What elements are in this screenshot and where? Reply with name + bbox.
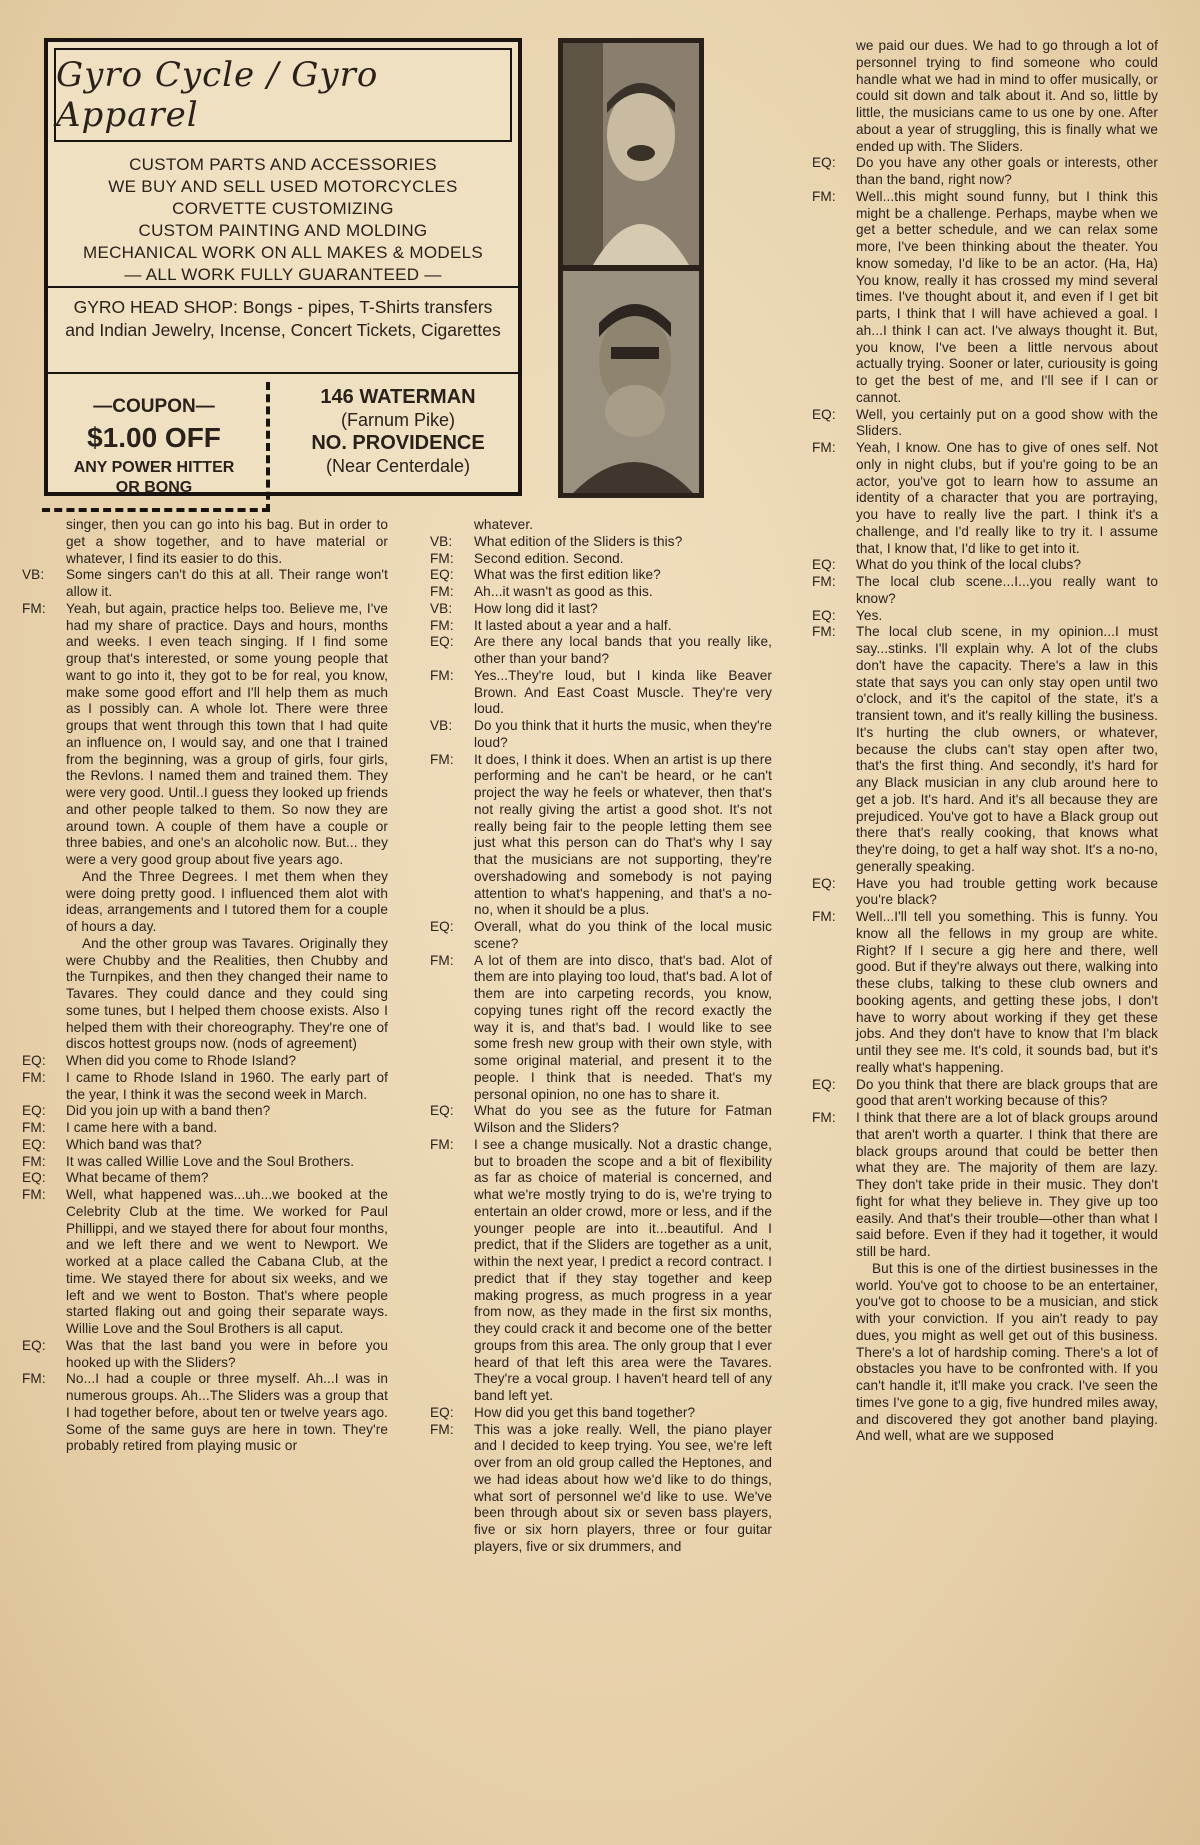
- speaker-label: VB:: [430, 533, 453, 549]
- interview-entry: [22, 936, 388, 1053]
- speaker-label: EQ:: [22, 1337, 46, 1353]
- interview-entry: [22, 1053, 388, 1070]
- interview-entry: [430, 517, 772, 534]
- coupon-box: [42, 382, 270, 512]
- coupon-line2: OR BONG: [115, 479, 193, 496]
- speaker-label: FM:: [430, 1136, 454, 1152]
- entry-text: I see a change musically. Not a drastic change, but to broaden the scope and a bit of flexibility as far as choice of material is concerned, and what we're mostly trying to do is, we're trying to entertain an older crowd, more or less, and if the younger people are into it...beautiful. And I predict, that if the Sliders are together as a unit, within the next year, I predict a record contract. I predict that if they stay together and keep making progress, as much progress in a year from now, as they made in the first six months, they could crack it and become one of the better groups from this area. The only group that I ever heard of that left this area were the Tavares. They're a vocal group. I haven't heard tell of any band left yet.: [474, 1136, 772, 1403]
- interview-entry: [430, 534, 772, 551]
- ad-service-line: CUSTOM PAINTING AND MOLDING: [138, 221, 428, 240]
- entry-text: The local club scene...I...you really want to know?: [856, 574, 1158, 606]
- ad-services-list: [48, 154, 518, 286]
- interview-entry: [22, 1070, 388, 1104]
- interview-entry: [22, 1120, 388, 1137]
- ad-head-shop-text: GYRO HEAD SHOP: Bongs - pipes, T-Shirts transfers and Indian Jewelry, Incense, Concert Tickets, Cigarettes: [65, 297, 501, 340]
- speaker-label: FM:: [812, 574, 836, 589]
- ad-divider: [48, 286, 518, 288]
- speaker-label: FM:: [430, 751, 454, 767]
- speaker-label: EQ:: [812, 1076, 836, 1092]
- speaker-label: FM:: [22, 1120, 46, 1135]
- speaker-label: [812, 38, 856, 155]
- interview-entry: [430, 567, 772, 584]
- entry-text: I came to Rhode Island in 1960. The early part of the year, I think it was the second week in March.: [66, 1069, 388, 1102]
- speaker-label: [22, 869, 66, 936]
- speaker-label: FM:: [430, 584, 454, 599]
- entry-text: Well...this might sound funny, but I think this might be a challenge. Perhaps, maybe when we get a better schedule, and we can relax some more, I've been thinking about the theater. You know someday, I'd like to be an actor. (Ha, Ha) You know, really it has crossed my mind several times. I've thought about it, and even if I get bit parts, I think that I will have achieved a goal. I ah...I think I can act. I've always thought it. But, you know, I've been a little nervous about actually trying. Sooner or later, curiousity is going to get the best of me, and I'll see if I can or cannot.: [856, 188, 1158, 405]
- speaker-label: FM:: [22, 600, 46, 616]
- speaker-label: EQ:: [812, 875, 836, 891]
- speaker-label: FM:: [430, 952, 454, 968]
- interview-entry: [22, 601, 388, 869]
- speaker-label: EQ:: [430, 567, 454, 583]
- interview-entry: [22, 567, 388, 601]
- speaker-label: [812, 1261, 856, 1445]
- speaker-label: EQ:: [812, 155, 836, 171]
- entry-text: Yes...They're loud, but I kinda like Beaver Brown. And East Coast Muscle. They're very loud.: [474, 667, 772, 717]
- speaker-label: EQ:: [430, 634, 454, 650]
- interview-entry: [430, 634, 772, 668]
- interview-entry: [22, 1338, 388, 1372]
- entry-text: This was a joke really. Well, the piano player and I decided to keep trying. You see, we're left over from an old group called the Heptones, and we had ideas about how we'd like to do things, what sort of personnel we'd like to use. We've been through about six or seven bass players, five or six horn players, three or four guitar players, five or six drummers, and: [474, 1421, 772, 1554]
- interview-entry: [430, 1405, 772, 1422]
- entry-text: Do you think that there are black groups that are good that aren't working because of this?: [856, 1076, 1158, 1109]
- entry-text: Ah...it wasn't as good as this.: [474, 584, 653, 599]
- ad-service-line: CORVETTE CUSTOMIZING: [172, 199, 394, 218]
- interview-entry: [430, 1103, 772, 1137]
- speaker-label: [22, 517, 66, 567]
- speaker-label: EQ:: [430, 919, 454, 934]
- speaker-label: EQ:: [22, 1053, 46, 1068]
- speaker-label: EQ:: [22, 1136, 46, 1152]
- article-column-1: [22, 517, 388, 1455]
- entry-text: And the Three Degrees. I met them when they were doing pretty good. I influenced them alot with ideas, arrangements and I tutored them for a couple of hours a day.: [66, 868, 388, 934]
- entry-text: The local club scene, in my opinion...I must say...stinks. I'll explain why. A lot of the clubs don't have the capacity. There's a law in this state that says you can only stay open until two o'clock, and it's the capitol of the state, it's a transient town, and it's really killing the business. It's hurting the club owners, or whatever, because the clubs can't stay open after two, that's the first thing. And secondly, it's hard for any Black musician in any club around here to get a job. It's hard. And it's all because they are prejudiced. You've got to have a Black group out there that's really cooking, that knows what they're doing, to get a half way shot. It's a no-no, generally speaking.: [856, 624, 1158, 874]
- entry-text: How did you get this band together?: [474, 1404, 696, 1420]
- interview-entry: [812, 407, 1158, 441]
- interview-entry: [22, 1137, 388, 1154]
- interview-entry: [22, 1371, 388, 1455]
- entry-text: Well...I'll tell you something. This is funny. You know all the fellows in my group are white. Right? If I secure a gig here and there, well good. But if they're always out there, walking into these clubs, talking to these club owners and booking agents, and getting these jobs, I don't have to worry about working if they get these jobs. And they don't have to know that I'm black until they see me. It's cold, it sounds bad, but it's really what's happening.: [856, 909, 1158, 1075]
- ad-service-line: CUSTOM PARTS AND ACCESSORIES: [129, 155, 437, 174]
- entry-text: How long did it last?: [474, 600, 598, 616]
- interview-entry: [430, 618, 772, 635]
- speaker-label: FM:: [812, 1110, 836, 1125]
- entry-text: Well, what happened was...uh...we booked at the Celebrity Club at the time. We worked for Paul Phillippi, and we stayed there for about four months, and we left there and we went to Newport. We worked at a place called the Cabana Club, at the time. We stayed there for about six weeks, and we left and we went to Boston. That's where people started flaking out and going their separate ways. Willie Love and the Soul Brothers is all caput.: [66, 1187, 388, 1336]
- entry-text: Yes.: [856, 607, 883, 623]
- interview-entry: [430, 668, 772, 718]
- interview-entry: [812, 440, 1158, 557]
- interview-entry: [22, 1187, 388, 1338]
- interview-entry: [22, 869, 388, 936]
- entry-text: And the other group was Tavares. Originally they were Chubby and the Realities, then Chubby and the Turnpikes, and then they changed their name to Tavares. They could dance and they could sing some tunes, but I helped them choose exists. Also I helped them with their choreography. They're one of discos hottest groups now. (nods of agreement): [66, 935, 388, 1052]
- interview-entry: [430, 919, 772, 953]
- speaker-label: [22, 936, 66, 1053]
- entry-text: Yeah, I know. One has to give of ones self. Not only in night clubs, but if you're going to be an actor, you've got to learn how to assume an identity of a character that you are portraying, you have to really live the part. I think it's a challenge, and I'd really like to try it. I assume that, I know that, I'd like to get into it.: [856, 440, 1158, 556]
- interview-entry: [430, 752, 772, 920]
- interview-entry: [430, 1137, 772, 1405]
- entry-text: What was the first edition like?: [474, 567, 661, 583]
- interview-entry: [22, 1154, 388, 1171]
- address-road: (Farnum Pike): [340, 410, 456, 430]
- entry-text: When did you come to Rhode Island?: [66, 1053, 297, 1068]
- interview-entry: [430, 1422, 772, 1556]
- speaker-label: FM:: [812, 188, 836, 204]
- interview-entry: [812, 624, 1158, 875]
- speaker-label: FM:: [812, 624, 836, 640]
- entry-text: whatever.: [474, 517, 534, 532]
- interview-entry: [812, 1110, 1158, 1261]
- entry-text: Second edition. Second.: [474, 550, 624, 566]
- ad-service-line: WE BUY AND SELL USED MOTORCYCLES: [108, 177, 458, 196]
- address-town: NO. PROVIDENCE: [311, 432, 485, 454]
- entry-text: Did you join up with a band then?: [66, 1103, 271, 1119]
- ad-bottom-section: [48, 372, 518, 496]
- speaker-label: FM:: [430, 1421, 454, 1437]
- speaker-label: EQ:: [22, 1103, 46, 1119]
- coupon-header: —COUPON—: [93, 396, 215, 417]
- speaker-label: EQ:: [430, 1103, 454, 1119]
- entry-text: A lot of them are into disco, that's bad. Alot of them are into playing too loud, that's bad. A lot of them are into carpeting records, you know, copying tunes right off the record exactly the way it is, and that's bad. I would like to see some fresh new group with their own style, with some original material, and present it to the people. I think that is needed. That's my personal opinion, no one has to share it.: [474, 952, 772, 1102]
- entry-text: It was called Willie Love and the Soul Brothers.: [66, 1153, 355, 1169]
- entry-text: Do you think that it hurts the music, when they're loud?: [474, 718, 772, 750]
- speaker-label: EQ:: [812, 607, 836, 623]
- entry-text: Yeah, but again, practice helps too. Believe me, I've had my share of practice. Days and hours, months and weeks. I even teach singing. If I find some group that's interested, or some young people that want to go into it, they got to be for real, you know, make some good effort and I'll help them as much as I possibly can. A whole lot. There were three groups that went through this town that I had quite an influence on, I would say, and one that I trained from the beginning, was a group of girls, four girls, the Revlons. I named them and trained them. They were very good. Until..I guess they looked up friends and other people talked to them. So now they are around town. A couple of them have a couple or three babies, and one's an alcoholic now. But... they were a very good group about five years ago.: [66, 600, 388, 867]
- interview-entry: [812, 1077, 1158, 1111]
- photo-image: [563, 271, 699, 493]
- ad-address: [278, 386, 518, 478]
- speaker-label: FM:: [22, 1187, 46, 1202]
- interview-entry: [22, 517, 388, 567]
- article-column-2: [430, 517, 772, 1556]
- gyro-advertisement: [44, 38, 522, 496]
- speaker-label: EQ:: [812, 557, 836, 573]
- interview-entry: [22, 1103, 388, 1120]
- interview-entry: [812, 557, 1158, 574]
- entry-text: What do you think of the local clubs?: [856, 557, 1082, 573]
- speaker-label: FM:: [22, 1371, 46, 1387]
- coupon-line1: ANY POWER HITTER: [73, 459, 235, 476]
- interview-entry: [812, 1261, 1158, 1445]
- interview-entry: [430, 953, 772, 1104]
- speaker-label: EQ:: [812, 406, 836, 422]
- entry-text: Do you have any other goals or interests, other than the band, right now?: [856, 155, 1158, 187]
- entry-text: Well, you certainly put on a good show with the Sliders.: [856, 406, 1158, 439]
- entry-text: No...I had a couple or three myself. Ah...I was in numerous groups. Ah...The Sliders was a group that I had together before, about ten or twelve years ago. Some of the same guys are here in town. They're probably retired from playing music or: [66, 1371, 388, 1454]
- photo-image: [563, 43, 699, 265]
- entry-text: But this is one of the dirtiest businesses in the world. You've got to choose to be an entertainer, you've got to choose to be a musician, and stick with your conviction. If you ain't ready to pay dues, you might as well get out of this business. There's a lot of hardship coming. There's a lot of obstacles you have to be confronted with. If you can't handle it, it'll make you crack. I've seen the times I've gone to a gig, five hundred miles away, and discovered they got another band playing. And well, what are we supposed: [856, 1260, 1158, 1444]
- speaker-label: FM:: [22, 1153, 46, 1169]
- entry-text: Which band was that?: [66, 1136, 202, 1152]
- interview-entry: [430, 718, 772, 752]
- entry-text: I think that there are a lot of black groups around that aren't worth a quarter. I think that there are black groups around that could be better then what they are. The majority of them are lazy. They don't take pride in their music. They don't fight for what they believe in. They give up too easily. And that's their trouble—other than what I said before. Even if they had it together, it would still be hard.: [856, 1110, 1158, 1259]
- interview-entry: [812, 38, 1158, 155]
- interview-entry: [812, 574, 1158, 608]
- speaker-label: FM:: [22, 1069, 46, 1085]
- ad-title: Gyro Cycle / Gyro Apparel: [54, 48, 512, 142]
- entry-text: What do you see as the future for Fatman Wilson and the Sliders?: [474, 1103, 772, 1135]
- interview-entry: [430, 601, 772, 618]
- speaker-label: FM:: [430, 550, 454, 566]
- speaker-label: FM:: [430, 617, 454, 633]
- speaker-label: VB:: [430, 600, 453, 616]
- speaker-label: VB:: [22, 567, 45, 583]
- interview-entry: [812, 155, 1158, 189]
- interview-entry: [812, 876, 1158, 910]
- entry-text: What edition of the Sliders is this?: [474, 533, 683, 549]
- interview-entry: [430, 584, 772, 601]
- entry-text: It does, I think it does. When an artist is up there performing and he can't be heard, or he can't project the way he feels or whatever, then that's not really giving the artist a good shot. It's not really being fair to the people letting them see just what this person can do That's why I say that the musicians are not supporting, they're overshadowing and somebody is not paying attention to what's happening, and that's a no-no, when it should be a plus.: [474, 751, 772, 918]
- address-street: 146 WATERMAN: [320, 386, 476, 408]
- interview-entry: [22, 1170, 388, 1187]
- speaker-label: EQ:: [430, 1404, 454, 1420]
- speaker-label: EQ:: [22, 1170, 46, 1186]
- entry-text: we paid our dues. We had to go through a lot of personnel trying to find someone who could handle what we had in mind to offer musically, or could sit down and talk about it. And so, little by little, the musicians came to us one by one. After about a year of struggling, this is finally what we ended up with. The Sliders.: [856, 38, 1158, 154]
- entry-text: Have you had trouble getting work because you're black?: [856, 875, 1158, 908]
- entry-text: What became of them?: [66, 1170, 209, 1186]
- interview-entry: [812, 189, 1158, 407]
- entry-text: It lasted about a year and a half.: [474, 617, 672, 633]
- ad-service-line: MECHANICAL WORK ON ALL MAKES & MODELS: [83, 243, 483, 262]
- photo-man-hands-face: [558, 266, 704, 498]
- interview-entry: [812, 608, 1158, 625]
- speaker-label: [430, 517, 474, 534]
- speaker-label: VB:: [430, 718, 453, 733]
- speaker-label: FM:: [430, 667, 454, 683]
- ad-service-line: — ALL WORK FULLY GUARANTEED —: [124, 265, 442, 284]
- entry-text: I came here with a band.: [66, 1120, 218, 1135]
- coupon-amount: $1.00 OFF: [87, 422, 221, 453]
- entry-text: Some singers can't do this at all. Their range won't allow it.: [66, 567, 388, 599]
- interview-entry: [430, 551, 772, 568]
- speaker-label: FM:: [812, 440, 836, 455]
- entry-text: Are there any local bands that you really like, other than your band?: [474, 634, 772, 666]
- address-near: (Near Centerdale): [325, 456, 471, 476]
- article-column-3: [812, 38, 1158, 1445]
- entry-text: singer, then you can go into his bag. But in order to get a show together, and to have material or whatever, I find its easier to do this.: [66, 517, 388, 566]
- speaker-label: FM:: [812, 909, 836, 924]
- photo-laughing-man: [558, 38, 704, 270]
- entry-text: Was that the last band you were in before you hooked up with the Sliders?: [66, 1337, 388, 1370]
- interview-entry: [812, 909, 1158, 1077]
- entry-text: Overall, what do you think of the local music scene?: [474, 919, 772, 951]
